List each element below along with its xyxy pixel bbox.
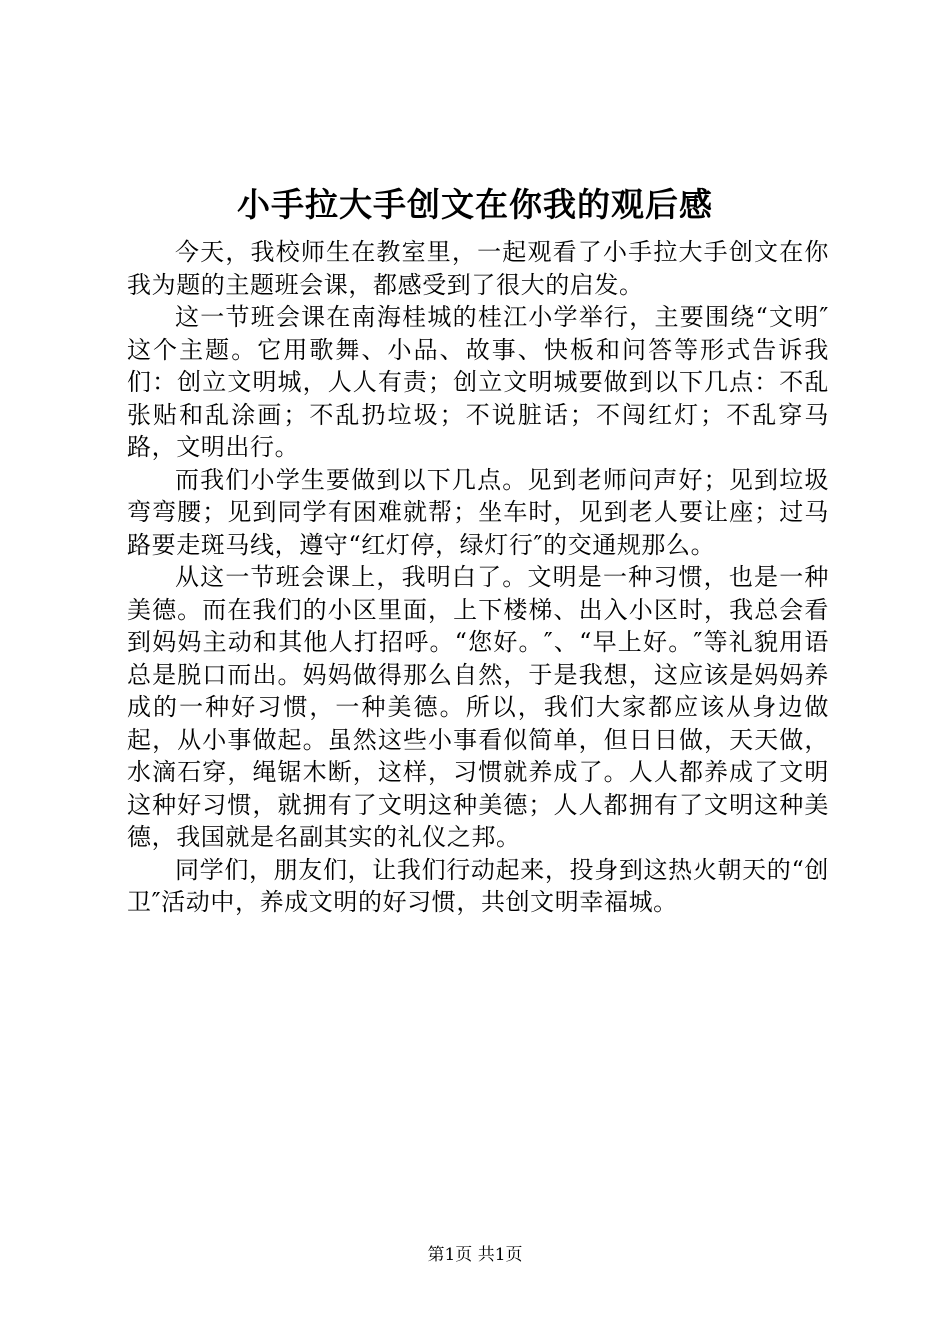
page-footer: 第1页 共1页 [427, 1245, 523, 1265]
document-body [127, 236, 829, 919]
paragraph-1: 今天，我校师生在教室里，一起观看了小手拉大手创文在你我为题的主题班会课，都感受到了很大的启发。 [127, 238, 829, 299]
paragraph-5: 同学们，朋友们，让我们行动起来，投身到这热火朝天的“创卫″活动中，养成文明的好习惯，共创文明幸福城。 [127, 855, 829, 916]
paragraph-2: 这一节班会课在南海桂城的桂江小学举行，主要围绕“文明″这个主题。它用歌舞、小品、故事、快板和问答等形式告诉我们：创立文明城，人人有责；创立文明城要做到以下几点：不乱张贴和乱涂画；不乱扔垃圾；不说脏话；不闯红灯；不乱穿马路，文明出行。 [127, 303, 829, 461]
page-title: 小手拉大手创文在你我的观后感 [237, 185, 713, 224]
paragraph-3: 而我们小学生要做到以下几点。见到老师问声好；见到垃圾弯弯腰；见到同学有困难就帮；坐车时，见到老人要让座；过马路要走斑马线，遵守“红灯停，绿灯行″的交通规那么。 [127, 465, 829, 559]
paragraph-4: 从这一节班会课上，我明白了。文明是一种习惯，也是一种美德。而在我们的小区里面，上下楼梯、出入小区时，我总会看到妈妈主动和其他人打招呼。“您好。″、“早上好。″等礼貌用语总是脱口而出。妈妈做得那么自然，于是我想，这应该是妈妈养成的一种好习惯，一种美德。所以，我们大家都应该从身边做起，从小事做起。虽然这些小事看似简单，但日日做，天天做，水滴石穿，绳锯木断，这样，习惯就养成了。人人都养成了文明这种好习惯，就拥有了文明这种美德；人人都拥有了文明这种美德，我国就是名副其实的礼仪之邦。 [127, 563, 829, 851]
